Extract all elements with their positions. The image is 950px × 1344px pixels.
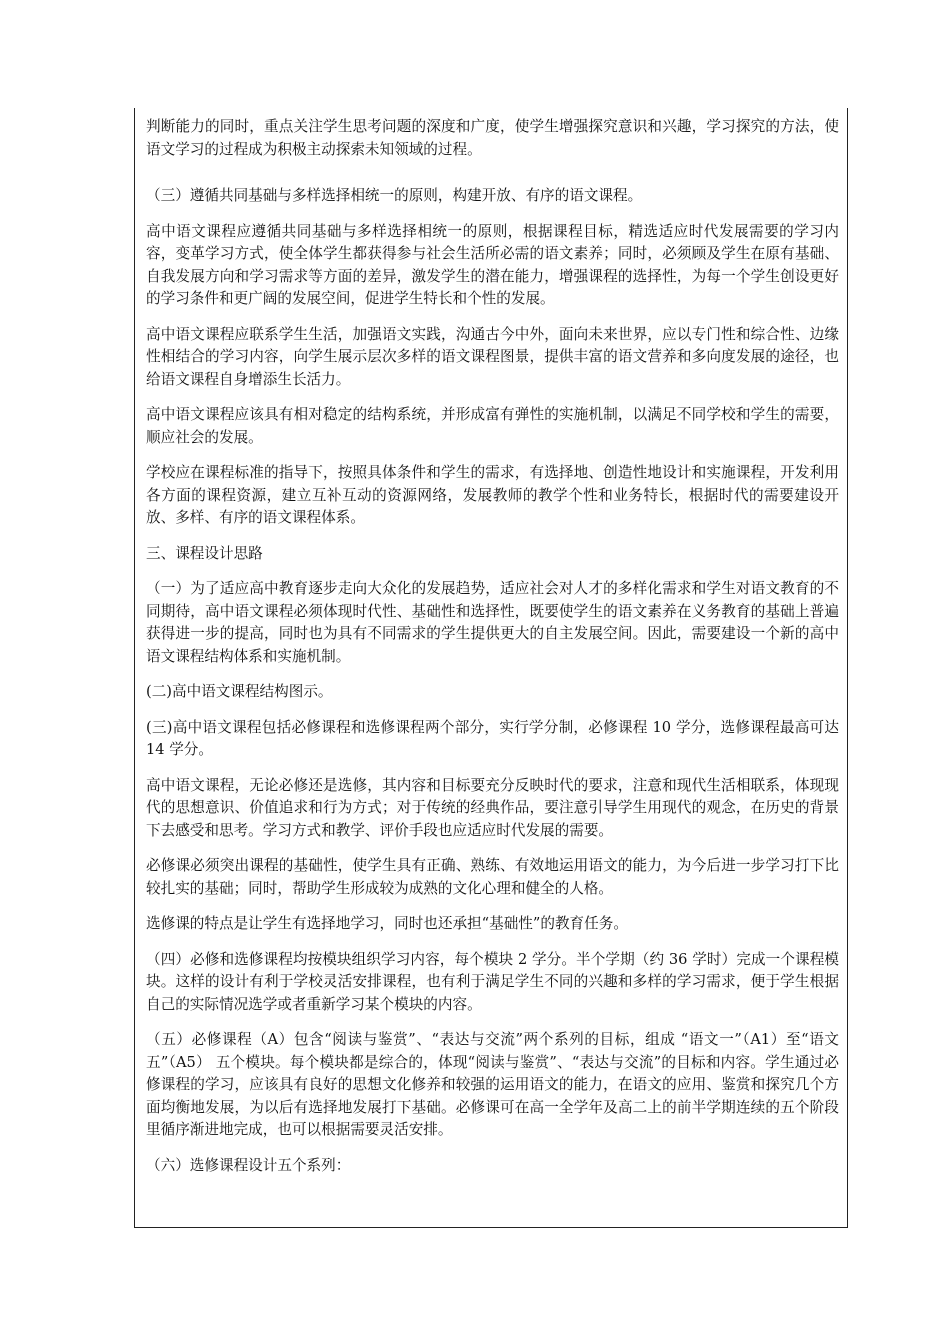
paragraph: 判断能力的同时，重点关注学生思考问题的深度和广度，使学生增强探究意识和兴趣，学习探究的方法，使语文学习的过程成为积极主动探索未知领域的过程。	[146, 118, 839, 158]
paragraph: (二)高中语文课程结构图示。	[146, 683, 333, 700]
paragraph: 高中语文课程应该具有相对稳定的结构系统，并形成富有弹性的实施机制，以满足不同学校和学生的需要，顺应社会的发展。	[146, 406, 839, 446]
paragraph: （一）为了适应高中教育逐步走向大众化的发展趋势，适应社会对人才的多样化需求和学生对语文教育的不同期待，高中语文课程必须体现时代性、基础性和选择性，既要使学生的语文素养在义务教育的基础上普遍获得进一步的提高，同时也为具有不同需求的学生提供更大的自主发展空间。因此，需要建设一个新的高中语文课程结构体系和实施机制。	[146, 580, 839, 665]
paragraph: 高中语文课程应联系学生生活，加强语文实践，沟通古今中外，面向未来世界，应以专门性和综合性、边缘性相结合的学习内容，向学生展示层次多样的语文课程图景，提供丰富的语文营养和多向度发展的途径，也给语文课程自身增添生长活力。	[146, 325, 839, 388]
paragraph: 高中语文课程，无论必修还是选修，其内容和目标要充分反映时代的要求，注意和现代生活相联系，体现现代的思想意识、价值追求和行为方式；对于传统的经典作品，要注意引导学生用现代的观念，在历史的背景下去感受和思考。学习方式和教学、评价手段也应适应时代发展的需要。	[146, 776, 839, 839]
document-body	[146, 116, 839, 1190]
paragraph: 必修课必须突出课程的基础性，使学生具有正确、熟练、有效地运用语文的能力，为今后进一步学习打下比较扎实的基础；同时，帮助学生形成较为成熟的文化心理和健全的人格。	[146, 857, 839, 897]
paragraph: （六）选修课程设计五个系列：	[146, 1156, 351, 1174]
paragraph: 选修课的特点是让学生有选择地学习，同时也还承担“基础性”的教育任务。	[146, 915, 628, 932]
paragraph: （五）必修课程（A）包含“阅读与鉴赏”、“表达与交流”两个系列的目标，组成 “语文一”（A1）至“语文五”（A5） 五个模块。每个模块都是综合的，体现“阅读与鉴赏”、“表达与交流”的目标和内容。学生通过必修课程的学习，应该具有良好的思想文化修养和较强的运用语文的能力，在语文的应用、鉴赏和探究几个方面均衡地发展，为以后有选择地发展打下基础。必修课可在高一全学年及高二上的前半学期连续的五个阶段里循序渐进地完成，也可以根据需要灵活安排。	[146, 1031, 839, 1138]
paragraph: （四）必修和选修课程均按模块组织学习内容，每个模块 2 学分。半个学期（约 36 学时）完成一个课程模块。这样的设计有利于学校灵活安排课程，也有利于满足学生不同的兴趣和多样的学习需求，便于学生根据自己的实际情况选学或者重新学习某个模块的内容。	[146, 950, 839, 1013]
document-frame	[134, 108, 848, 1228]
section-heading: （三）遵循共同基础与多样选择相统一的原则，构建开放、有序的语文课程。	[146, 187, 643, 204]
section-heading: 三、课程设计思路	[146, 544, 263, 562]
paragraph: 学校应在课程标准的指导下，按照具体条件和学生的需求，有选择地、创造性地设计和实施课程，开发利用各方面的课程资源，建立互补互动的资源网络，发展教师的教学个性和业务特长，根据时代的需要建设开放、多样、有序的语文课程体系。	[146, 464, 839, 526]
paragraph: (三)高中语文课程包括必修课程和选修课程两个部分，实行学分制，必修课程 10 学分，选修课程最高可达 14 学分。	[146, 718, 839, 758]
paragraph: 高中语文课程应遵循共同基础与多样选择相统一的原则，根据课程目标，精选适应时代发展需要的学习内容，变革学习方式，使全体学生都获得参与社会生活所必需的语文素养；同时，必须顾及学生在原有基础、自我发展方向和学习需求等方面的差异，激发学生的潜在能力，增强课程的选择性，为每一个学生创设更好的学习条件和更广阔的发展空间，促进学生特长和个性的发展。	[146, 222, 839, 307]
